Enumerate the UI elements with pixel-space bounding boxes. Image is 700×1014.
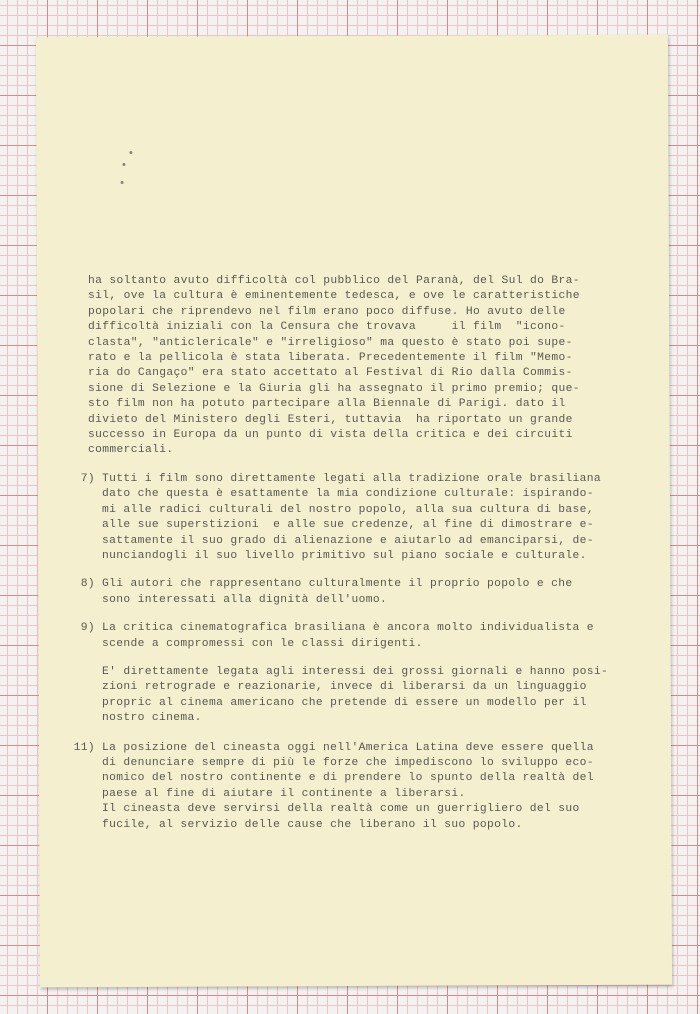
item-body (102, 577, 658, 608)
item-number: 7) (80, 472, 95, 485)
text-line: successo in Europa da un punto di vista della critica e dei circuiti (88, 429, 573, 442)
text-line: sione di Selezione e la Giuria gli ha assegnato il primo premio; que- (88, 382, 580, 395)
text-line: Il cineasta deve servirsi della realtà come un guerrigliero del suo (102, 803, 580, 816)
intro-paragraph (88, 274, 658, 459)
text-line: popolari che riprendevo nel film erano poco diffuse. Ho avuto delle (88, 305, 566, 318)
text-line: scende a compromessi con le classi dirigenti. (102, 637, 423, 650)
item-number: 8) (80, 578, 95, 591)
ink-speck (122, 163, 125, 166)
text-line: sattamente il suo grado di alienazione e aiutarlo ad emanciparsi, de- (102, 534, 594, 547)
text-line: alle sue superstizioni e alle sue credenze, al fine di dimostrare e- (102, 519, 594, 532)
text-line: sto film non ha potuto partecipare alla Biennale di Parigi. dato il (88, 398, 566, 411)
item-number: 9) (80, 622, 95, 635)
text-line: dato che questa è esattamente la mia condizione culturale: ispirando- (102, 488, 594, 501)
answer-11 (71, 741, 658, 833)
text-line: fucile, al servizio delle cause che liberano il suo popolo. (102, 818, 523, 831)
answer-8 (71, 577, 658, 608)
item-number: 11) (73, 741, 95, 754)
text-line: mi alle radici culturali del nostro popolo, alla sua cultura di base, (102, 503, 594, 516)
text-line: E' direttamente legata agli interessi dei grossi giornali e hanno posi- (102, 665, 609, 678)
text-line: ha soltanto avuto difficoltà col pubblico del Paranà, del Sul do Bra- (88, 275, 580, 287)
text-line: nomico del nostro continente e di prendere lo spunto della realtà del (102, 772, 594, 785)
text-line: La posizione del cineasta oggi nell'America Latina deve essere quella (102, 741, 594, 754)
text-line: paese al fine di aiutare il continente a liberarsi. (102, 787, 466, 800)
text-line: ria do Cangaço" era stato accettato al Festival di Rio dalla Commis- (88, 367, 573, 380)
text-line: nunciandogli il suo livello primitivo sul piano sociale e culturale. (102, 549, 587, 562)
text-line: rato e la pellicola è stata liberata. Precedentemente il film "Memo- (88, 352, 573, 365)
item-body (102, 621, 658, 652)
text-line: divieto del Ministero degli Esteri, tuttavia ha riportato un grande (88, 413, 573, 426)
document-text (73, 274, 658, 833)
text-line: Gli autori che rappresentano culturalmente il proprio popolo e che (102, 578, 573, 591)
text-line: sil, ove la cultura è eminentemente tedesca, e ove le caratteristiche (88, 290, 580, 303)
text-line: difficoltà iniziali con la Censura che trovava il film "icono- (88, 321, 566, 334)
text-line: clasta", "anticlericale" e "irreligioso" ma questo è stato poi supe- (88, 336, 573, 349)
text-line: di denunciare sempre di più le forze che impediscono lo sviluppo eco- (102, 756, 594, 769)
answer-7 (71, 472, 658, 564)
item-body (102, 472, 658, 564)
text-line: nostro cinema. (102, 712, 202, 725)
text-line: zioni retrograde e reazionarie, invece di liberarsi da un linguaggio (102, 681, 587, 694)
answer-9-continued (71, 665, 658, 727)
ink-speck (121, 181, 124, 184)
answer-9 (71, 621, 658, 652)
item-body (102, 741, 658, 833)
text-line: sono interessati alla dignità dell'uomo. (102, 593, 388, 606)
ink-speck (129, 151, 132, 154)
text-line: propric al cinema americano che pretende di essere un modello per il (102, 696, 587, 709)
text-line: Tutti i film sono direttamente legati alla tradizione orale brasiliana (102, 472, 602, 485)
text-line: commerciali. (88, 444, 174, 457)
text-line: La critica cinematografica brasiliana è ancora molto individualista e (102, 622, 594, 635)
